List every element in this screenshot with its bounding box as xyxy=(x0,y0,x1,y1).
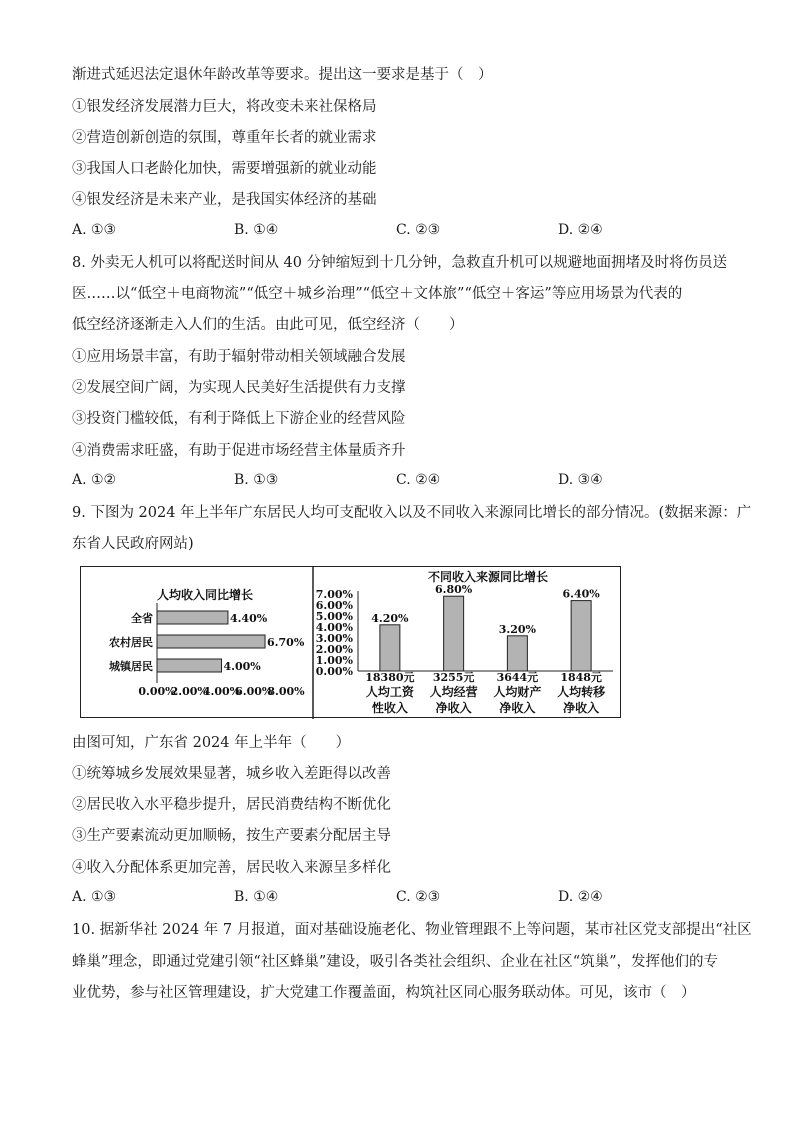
h-data-label: 4.40% xyxy=(229,612,268,625)
q8-option-d[interactable]: D. ③④ xyxy=(558,472,603,488)
q7-option-a[interactable]: A. ①③ xyxy=(72,222,117,238)
v-tick-label: 6.00% xyxy=(315,599,353,612)
income-chart-figure xyxy=(80,566,621,718)
q8-item-2: ②发展空间广阔，为实现人民美好生活提供有力支撑 xyxy=(72,380,406,396)
v-tick-label: 2.00% xyxy=(315,643,353,656)
q8-option-a[interactable]: A. ①② xyxy=(72,472,117,488)
h-bar xyxy=(157,659,222,672)
q7-stem-end: 渐进式延迟法定退休年龄改革等要求。提出这一要求是基于（ ） xyxy=(72,67,493,83)
v-category-label-line2: 净收入 xyxy=(435,701,472,715)
h-tick-label: 0.00% xyxy=(138,685,176,698)
h-tick-label: 8.00% xyxy=(267,685,305,698)
vertical-bar-chart xyxy=(316,569,613,715)
v-tick-label: 7.00% xyxy=(315,588,353,601)
q7-option-c[interactable]: C. ②③ xyxy=(396,222,441,238)
q7-options xyxy=(72,222,732,242)
q9-item-2: ②居民收入水平稳步提升，居民消费结构不断优化 xyxy=(72,797,391,813)
q8-item-1: ①应用场景丰富，有助于辐射带动相关领域融合发展 xyxy=(72,349,406,365)
v-tick-label: 4.00% xyxy=(315,621,353,634)
v-bar xyxy=(444,596,464,671)
v-chart-title: 不同收入来源同比增长 xyxy=(427,570,549,584)
income-charts-svg xyxy=(81,567,622,719)
v-bar xyxy=(380,625,400,671)
v-category-label-line2: 性收入 xyxy=(371,701,408,715)
h-tick-label: 4.00% xyxy=(202,685,241,698)
v-category-amount: 1848元 xyxy=(560,671,602,684)
h-tick-label: 2.00% xyxy=(170,685,208,698)
q9-after-chart: 由图可知，广东省 2024 年上半年（ ） xyxy=(72,735,351,751)
v-bar xyxy=(507,636,527,671)
q8-item-3: ③投资门槛较低，有利于降低上下游企业的经营风险 xyxy=(72,411,406,427)
q7-option-b[interactable]: B. ①④ xyxy=(234,222,279,238)
q9-item-1: ①统筹城乡发展效果显著，城乡收入差距得以改善 xyxy=(72,766,391,782)
v-tick-label: 1.00% xyxy=(315,654,353,667)
v-category-amount: 3644元 xyxy=(496,671,539,684)
h-category-label: 城镇居民 xyxy=(109,660,153,673)
v-category-label-line1: 人均转移 xyxy=(557,685,606,699)
q9-stem-line-1: 9. 下图为 2024 年上半年广东居民人均可支配收入以及不同收入来源同比增长的部分情况。(数据来源：广 xyxy=(72,505,752,521)
q8-options xyxy=(72,472,732,492)
h-category-label: 全省 xyxy=(131,612,153,625)
h-data-label: 4.00% xyxy=(223,660,261,673)
v-data-label: 6.40% xyxy=(562,587,600,601)
q7-item-1: ①银发经济发展潜力巨大，将改变未来社保格局 xyxy=(72,99,377,115)
q8-stem-line-1: 8. 外卖无人机可以将配送时间从 40 分钟缩短到十几分钟，急救直升机可以规避地面拥堵及时将伤员送 xyxy=(72,255,728,271)
q8-stem-line-2: 医……以“低空＋电商物流”“低空＋城乡治理”“低空＋文体旅”“低空＋客运”等应用场景为代表的 xyxy=(72,286,683,302)
q7-option-d[interactable]: D. ②④ xyxy=(558,222,603,238)
v-category-label-line2: 净收入 xyxy=(499,701,536,715)
v-bar xyxy=(571,601,591,671)
h-category-label: 农村居民 xyxy=(109,636,153,649)
q10-stem-line-1: 10. 据新华社 2024 年 7 月报道，面对基础设施老化、物业管理跟不上等问题，某市社区党支部提出“社区 xyxy=(72,922,752,938)
q7-item-4: ④银发经济是未来产业，是我国实体经济的基础 xyxy=(72,192,377,208)
v-tick-label: 3.00% xyxy=(315,632,353,645)
h-bar xyxy=(157,611,228,624)
q8-option-c[interactable]: C. ②④ xyxy=(396,472,441,488)
v-category-label-line2: 净收入 xyxy=(563,701,600,715)
v-data-label: 3.20% xyxy=(498,622,536,636)
h-bar xyxy=(157,635,265,648)
v-category-label-line1: 人均工资 xyxy=(365,685,414,699)
v-category-amount: 18380元 xyxy=(365,671,415,684)
v-tick-label: 0.00% xyxy=(315,665,353,678)
v-category-amount: 3255元 xyxy=(432,671,475,684)
q9-option-d[interactable]: D. ②④ xyxy=(558,889,603,905)
q10-stem-line-2: 蜂巢”理念，即通过党建引领“社区蜂巢”建设，吸引各类社会组织、企业在社区“筑巢”，发挥他们的专 xyxy=(72,954,719,970)
h-chart-title: 人均收入同比增长 xyxy=(156,588,254,602)
q9-options xyxy=(72,889,732,909)
q8-stem-line-3: 低空经济逐渐走入人们的生活。由此可见，低空经济（ ） xyxy=(72,317,464,333)
v-category-label-line1: 人均经营 xyxy=(429,685,478,699)
v-tick-label: 5.00% xyxy=(315,610,353,623)
q9-item-4: ④收入分配体系更加完善，居民收入来源呈多样化 xyxy=(72,860,391,876)
q8-item-4: ④消费需求旺盛，有助于促进市场经营主体量质齐升 xyxy=(72,443,406,459)
horizontal-bar-chart xyxy=(109,587,305,698)
h-data-label: 6.70% xyxy=(267,636,305,649)
q9-stem-line-2: 东省人民政府网站) xyxy=(72,536,194,552)
q10-stem-line-3: 业优势，参与社区管理建设，扩大党建工作覆盖面，构筑社区同心服务联动体。可见，该市（ ） xyxy=(72,985,696,1001)
q7-item-2: ②营造创新创造的氛围，尊重年长者的就业需求 xyxy=(72,130,377,146)
v-category-label-line1: 人均财产 xyxy=(493,685,542,699)
h-tick-label: 6.00% xyxy=(235,685,273,698)
q9-option-b[interactable]: B. ①④ xyxy=(234,889,279,905)
q8-option-b[interactable]: B. ①③ xyxy=(234,472,279,488)
v-data-label: 6.80% xyxy=(435,583,473,597)
q9-item-3: ③生产要素流动更加顺畅，按生产要素分配居主导 xyxy=(72,828,391,844)
q9-option-a[interactable]: A. ①③ xyxy=(72,889,117,905)
q9-option-c[interactable]: C. ②③ xyxy=(396,889,441,905)
q7-item-3: ③我国人口老龄化加快，需要增强新的就业动能 xyxy=(72,161,377,177)
v-data-label: 4.20% xyxy=(371,611,409,625)
